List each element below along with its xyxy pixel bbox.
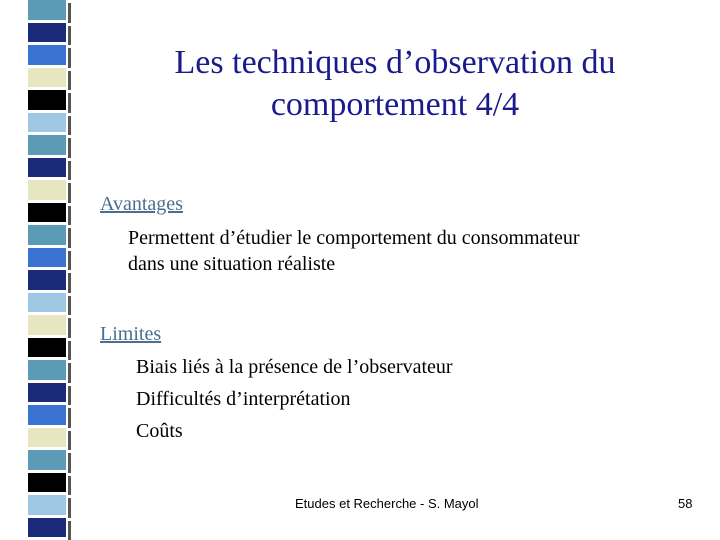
stripe-shadow [68, 521, 71, 540]
stripe-shadow [68, 116, 71, 135]
footer-text: Etudes et Recherche - S. Mayol [295, 496, 479, 511]
stripe-shadow [68, 26, 71, 45]
stripe-block [28, 135, 66, 155]
stripe-shadow [68, 161, 71, 180]
stripe-block [28, 68, 66, 87]
stripe-shadow [68, 498, 71, 518]
stripe-block [28, 225, 66, 245]
stripe-block [28, 248, 66, 267]
stripe-shadow [68, 228, 71, 248]
stripe-shadow [68, 3, 71, 23]
stripe-block [28, 23, 66, 42]
stripe-block [28, 0, 66, 20]
stripe-shadow [68, 71, 71, 90]
stripe-block [28, 293, 66, 312]
stripe-block [28, 450, 66, 470]
page-number: 58 [678, 496, 693, 511]
slide-title [130, 42, 660, 126]
stripe-shadow [68, 138, 71, 158]
stripe-block [28, 383, 66, 402]
limits-item: Biais liés à la présence de l’observateur [136, 356, 453, 378]
stripe-shadow [68, 363, 71, 383]
stripe-block [28, 90, 66, 110]
limits-heading: Limites [100, 323, 162, 345]
stripe-block [28, 495, 66, 515]
stripe-block [28, 360, 66, 380]
advantages-heading: Avantages [100, 193, 183, 215]
stripe-shadow [68, 273, 71, 293]
advantages-text-line-2: dans une situation réaliste [128, 253, 336, 275]
stripe-shadow [68, 318, 71, 338]
slide-title-line-2: comportement 4/4 [270, 86, 520, 123]
stripe-shadow [68, 206, 71, 225]
stripe-block [28, 158, 66, 177]
stripe-block [28, 45, 66, 65]
stripe-block [28, 270, 66, 290]
stripe-block [28, 203, 66, 222]
stripe-shadow [68, 251, 71, 270]
stripe-shadow [68, 296, 71, 315]
stripe-block [28, 518, 66, 537]
stripe-shadow [68, 341, 71, 360]
stripe-shadow [68, 183, 71, 203]
stripe-block [28, 180, 66, 200]
stripe-block [28, 315, 66, 335]
stripe-block [28, 473, 66, 492]
limits-item: Difficultés d’interprétation [136, 388, 351, 410]
stripe-shadow [68, 93, 71, 113]
stripe-shadow [68, 431, 71, 450]
stripe-shadow [68, 386, 71, 405]
stripe-shadow [68, 476, 71, 495]
limits-item: Coûts [136, 420, 183, 442]
decorative-stripe-bar [28, 0, 68, 540]
stripe-shadow [68, 453, 71, 473]
stripe-block [28, 113, 66, 132]
slide-title-line-1: Les techniques d’observation du [174, 44, 616, 81]
stripe-block [28, 428, 66, 447]
stripe-shadow [68, 48, 71, 68]
stripe-shadow [68, 408, 71, 428]
stripe-block [28, 405, 66, 425]
advantages-text-line-1: Permettent d’étudier le comportement du consommateur [128, 227, 580, 249]
stripe-block [28, 338, 66, 357]
